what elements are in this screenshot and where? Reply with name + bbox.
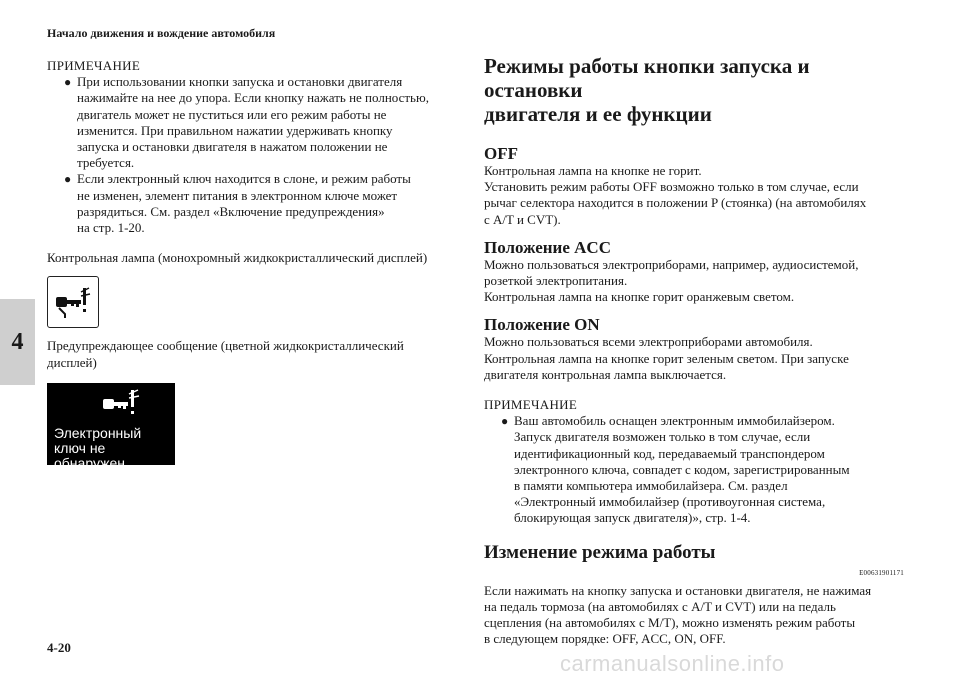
note-line: идентификационный код, передаваемый транспондером	[514, 445, 825, 461]
note-line: запуска и остановки двигателя в нажатом положении не	[77, 139, 388, 155]
body-line: сцепления (на автомобилях с M/T), можно изменять режим работы	[484, 615, 856, 631]
color-lcd-caption-line: дисплей)	[47, 354, 97, 370]
body-line: Если нажимать на кнопку запуска и остановки двигателя, не нажимая	[484, 582, 872, 598]
note-line: требуется.	[77, 155, 135, 171]
note-line: При использовании кнопки запуска и остановки двигателя	[77, 74, 403, 90]
mode-heading-on: Положение ON	[484, 315, 600, 335]
note-bullet	[47, 171, 462, 236]
body-line: Можно пользоваться электроприборами, например, аудиосистемой,	[484, 256, 859, 272]
left-column	[47, 58, 462, 471]
chapter-tab: 4	[0, 299, 35, 385]
body-line: Контрольная лампа на кнопке горит зеленым светом. При запуске	[484, 350, 849, 366]
key-warning-icon	[100, 387, 142, 421]
note-line: не изменен, элемент питания в электронном ключе может	[77, 187, 398, 203]
note-line: Если электронный ключ находится в слоне, и режим работы	[77, 171, 411, 187]
note-line: Запуск двигателя возможен только в том случае, если	[514, 429, 811, 445]
right-column	[484, 54, 904, 648]
body-line: Контрольная лампа на кнопке горит оранжевым светом.	[484, 289, 795, 305]
note-line: на стр. 1-20.	[77, 220, 145, 236]
mono-warning-lamp	[47, 276, 99, 328]
mono-lcd-caption: Контрольная лампа (монохромный жидкокристаллический дисплей)	[47, 250, 428, 266]
note-line: разрядиться. См. раздел «Включение предупреждения»	[77, 203, 385, 219]
note-line: блокирующая запуск двигателя)», стр. 1-4.	[514, 510, 751, 526]
note-line: нажимайте на нее до упора. Если кнопку нажать не полностью,	[77, 90, 429, 106]
body-line: с A/T и CVT).	[484, 211, 561, 227]
note-line: «Электронный иммобилайзер (противоугонная система,	[514, 494, 826, 510]
bullet-dot-icon: ●	[501, 414, 509, 429]
note-line: изменится. При правильном нажатии удерживать кнопку	[77, 122, 393, 138]
running-header: Начало движения и вождение автомобиля	[47, 26, 276, 40]
color-warning-display	[47, 383, 175, 471]
body-line: на педаль тормоза (на автомобилях с A/T и CVT) или на педаль	[484, 599, 836, 615]
document-code: E00631901171	[859, 568, 904, 577]
display-message: Электронный ключ не обнаружен	[54, 424, 142, 471]
body-line: розеткой электропитания.	[484, 273, 628, 289]
color-lcd-caption-line: Предупреждающее сообщение (цветной жидкокристаллический	[47, 338, 404, 354]
note-line: в памяти компьютера иммобилайзера. См. раздел	[514, 478, 788, 494]
note-bullet	[47, 74, 462, 171]
body-line: рычаг селектора находится в положении P (стоянка) (на автомобилях	[484, 195, 867, 211]
note-line: Ваш автомобиль оснащен электронным иммобилайзером.	[514, 413, 835, 429]
note-line: электронного ключа, совпадет с кодом, зарегистрированным	[514, 461, 850, 477]
key-warning-icon	[53, 284, 93, 320]
mode-heading-off: OFF	[484, 144, 518, 163]
note-label: ПРИМЕЧАНИЕ	[47, 58, 141, 73]
title-line: двигателя и ее функции	[484, 102, 712, 126]
body-line: Контрольная лампа на кнопке не горит.	[484, 163, 702, 178]
mode-change-header	[484, 541, 904, 565]
body-line: Установить режим работы OFF возможно только в том случае, если	[484, 179, 859, 195]
body-line: двигателя контрольная лампа выключается.	[484, 366, 727, 382]
mode-heading-acc: Положение ACC	[484, 237, 611, 257]
title-line: Режимы работы кнопки запуска и остановки	[484, 54, 810, 102]
section-title	[484, 54, 904, 126]
body-line: Можно пользоваться всеми электроприборами автомобиля.	[484, 334, 813, 350]
page-number: 4-20	[47, 640, 71, 655]
note-label: ПРИМЕЧАНИЕ	[484, 397, 578, 413]
body-line: в следующем порядке: OFF, ACC, ON, OFF.	[484, 631, 726, 647]
bullet-dot-icon: ●	[64, 75, 72, 90]
note-bullet	[484, 413, 904, 526]
mode-change-heading: Изменение режима работы	[484, 541, 716, 563]
watermark: carmanualsonline.info	[560, 651, 785, 676]
note-line: двигатель может не пуститься или его режим работы не	[77, 106, 387, 122]
bullet-dot-icon: ●	[64, 172, 72, 187]
